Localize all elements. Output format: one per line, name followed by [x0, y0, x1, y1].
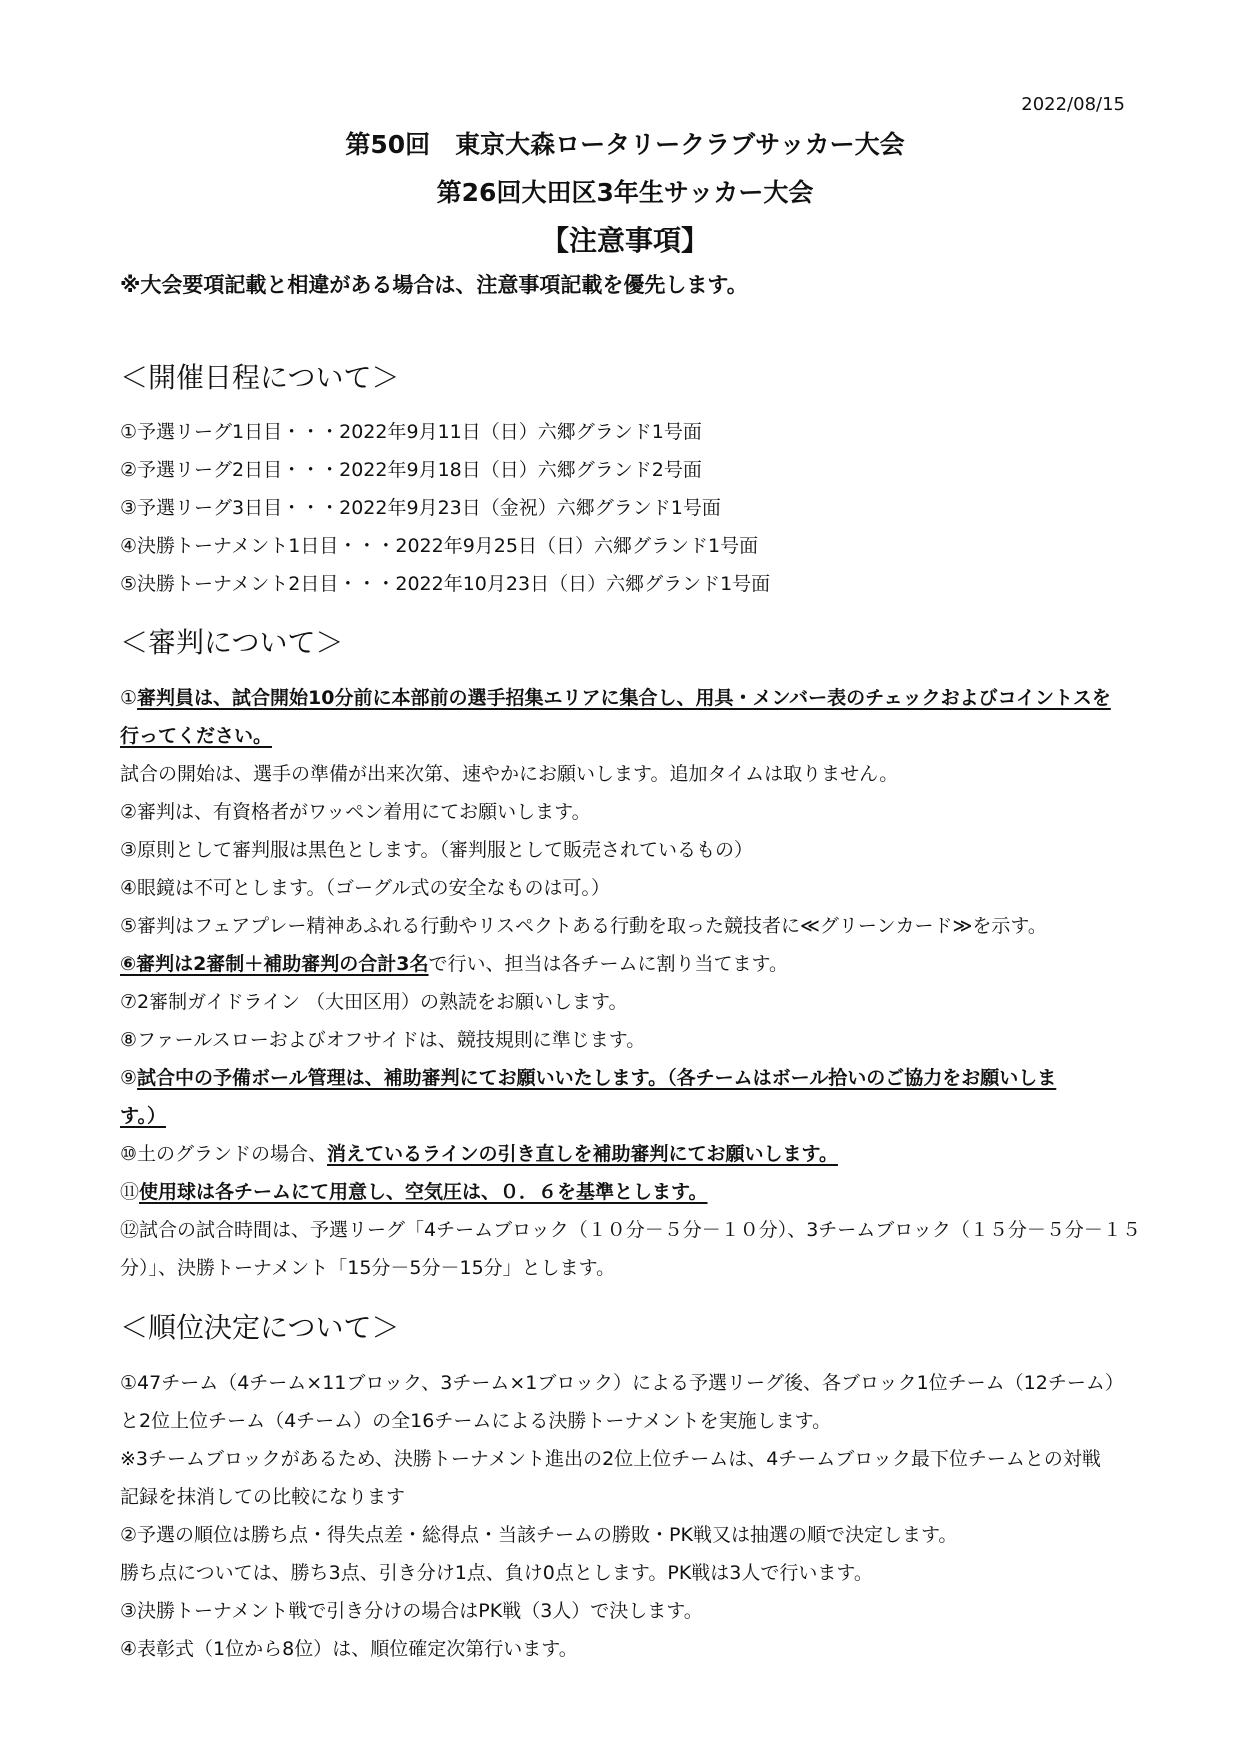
text-segment: 分）」、決勝トーナメント「15分－5分－15分」とします。	[120, 1257, 616, 1279]
text-line	[120, 679, 1180, 717]
emphasized-text: ⑥審判は2審制＋補助審判の合計3名	[120, 953, 429, 975]
text-segment: ⑤審判はフェアプレー精神あふれる行動やリスペクトある行動を取った競技者に≪グリーンカード≫を示す。	[120, 915, 1047, 937]
ranking-section	[120, 1303, 1180, 1668]
text-line	[120, 755, 1180, 793]
text-line	[120, 907, 1180, 945]
section-body	[120, 679, 1180, 1287]
text-line	[120, 451, 1180, 489]
text-segment: ⑧ファールスローおよびオフサイドは、競技規則に準じます。	[120, 1029, 646, 1051]
text-line	[120, 1059, 1180, 1097]
text-segment: 試合の開始は、選手の準備が出来次第、速やかにお願いします。追加タイムは取りません。	[120, 763, 899, 785]
text-line	[120, 527, 1180, 565]
text-segment: ④表彰式（1位から8位）は、順位確定次第行います。	[120, 1638, 578, 1660]
title-block	[10, 121, 1240, 265]
referee-section	[120, 618, 1180, 1287]
section-body	[120, 1364, 1180, 1668]
priority-notice: ※大会要項記載と相違がある場合は、注意事項記載を優先します。	[120, 273, 748, 297]
text-segment: ⑪	[120, 1181, 140, 1203]
text-segment: ②予選リーグ2日目・・・2022年9月18日（日）六郷グランド2号面	[120, 459, 702, 481]
text-line	[120, 1630, 1180, 1668]
text-line	[120, 413, 1180, 451]
text-segment: 記録を抹消しての比較になります	[120, 1486, 406, 1508]
text-line	[120, 1021, 1180, 1059]
text-segment: ⑨	[120, 1067, 138, 1089]
document-date: 2022/08/15	[1021, 94, 1125, 115]
text-line	[120, 945, 1180, 983]
document-body	[120, 305, 1180, 1668]
text-segment: ④決勝トーナメント1日目・・・2022年9月25日（日）六郷グランド1号面	[120, 535, 759, 557]
section-heading: ＜開催日程について＞	[120, 361, 400, 394]
emphasized-text: 行ってください。	[120, 725, 273, 747]
text-segment: ①	[120, 687, 138, 709]
text-segment: ④眼鏡は不可とします。（ゴーグル式の安全なものは可。）	[120, 877, 610, 899]
text-segment: で行い、担当は各チームに割り当てます。	[428, 953, 789, 975]
text-line	[120, 1364, 1180, 1402]
text-line	[120, 1249, 1180, 1287]
text-line	[120, 869, 1180, 907]
text-line	[120, 489, 1180, 527]
text-segment: ①予選リーグ1日目・・・2022年9月11日（日）六郷グランド1号面	[120, 421, 702, 443]
tournament-subtitle: 第26回大田区3年生サッカー大会	[436, 178, 814, 207]
text-line	[120, 793, 1180, 831]
text-segment: ③原則として審判服は黒色とします。（審判服として販売されているもの）	[120, 839, 754, 861]
text-line	[120, 1402, 1180, 1440]
text-line	[120, 1173, 1180, 1211]
text-segment: ⑩土のグランドの場合、	[120, 1143, 328, 1165]
text-line	[120, 831, 1180, 869]
text-segment: ⑫試合の試合時間は、予選リーグ「4チームブロック（１０分－５分－１０分）、3チームブロック（１５分－５分－１５	[120, 1219, 1141, 1241]
section-heading: ＜審判について＞	[120, 626, 344, 659]
text-line	[120, 1516, 1180, 1554]
text-line	[120, 1554, 1180, 1592]
text-segment: ③決勝トーナメント戦で引き分けの場合はPK戦（3人）で決します。	[120, 1600, 703, 1622]
text-segment: ⑤決勝トーナメント2日目・・・2022年10月23日（日）六郷グランド1号面	[120, 573, 771, 595]
emphasized-text: 消えているラインの引き直しを補助審判にてお願いします。	[327, 1143, 838, 1165]
notes-heading: 【注意事項】	[540, 224, 709, 257]
schedule-section	[120, 353, 1180, 603]
text-line	[120, 1592, 1180, 1630]
text-line	[120, 717, 1180, 755]
text-line	[120, 1211, 1180, 1249]
text-line	[120, 1478, 1180, 1516]
text-segment: ②予選の順位は勝ち点・得失点差・総得点・当該チームの勝敗・PK戦又は抽選の順で決定します。	[120, 1524, 958, 1546]
emphasized-text: 審判員は、試合開始10分前に本部前の選手招集エリアに集合し、用具・メンバー表のチェックおよびコイントスを	[137, 687, 1111, 709]
emphasized-text: 試合中の予備ボール管理は、補助審判にてお願いいたします。（各チームはボール拾いのご協力をお願いしま	[137, 1067, 1057, 1089]
section-body	[120, 413, 1180, 603]
text-segment: 勝ち点については、勝ち3点、引き分け1点、負け0点とします。PK戦は3人で行います。	[120, 1562, 873, 1584]
text-line	[120, 565, 1180, 603]
section-heading: ＜順位決定について＞	[120, 1311, 400, 1344]
text-line	[120, 1097, 1180, 1135]
text-segment: ③予選リーグ3日目・・・2022年9月23日（金祝）六郷グランド1号面	[120, 497, 721, 519]
text-segment: ②審判は、有資格者がワッペン着用にてお願いします。	[120, 801, 591, 823]
text-segment: と2位上位チーム（4チーム）の全16チームによる決勝トーナメントを実施します。	[120, 1410, 832, 1432]
text-segment: ⑦2審制ガイドライン （大田区用）の熟読をお願いします。	[120, 991, 628, 1013]
text-line	[120, 983, 1180, 1021]
text-line	[120, 1440, 1180, 1478]
emphasized-text: す。）	[120, 1105, 166, 1127]
emphasized-text: 使用球は各チームにて用意し、空気圧は、０．６を基準とします。	[139, 1181, 708, 1203]
tournament-title: 第50回 東京大森ロータリークラブサッカー大会	[345, 130, 905, 159]
text-segment: ①47チーム（4チーム×11ブロック、3チーム×1ブロック）による予選リーグ後、各ブロック1位チーム（12チーム）	[120, 1372, 1124, 1394]
text-segment: ※3チームブロックがあるため、決勝トーナメント進出の2位上位チームは、4チームブロック最下位チームとの対戦	[120, 1448, 1101, 1470]
text-line	[120, 1135, 1180, 1173]
